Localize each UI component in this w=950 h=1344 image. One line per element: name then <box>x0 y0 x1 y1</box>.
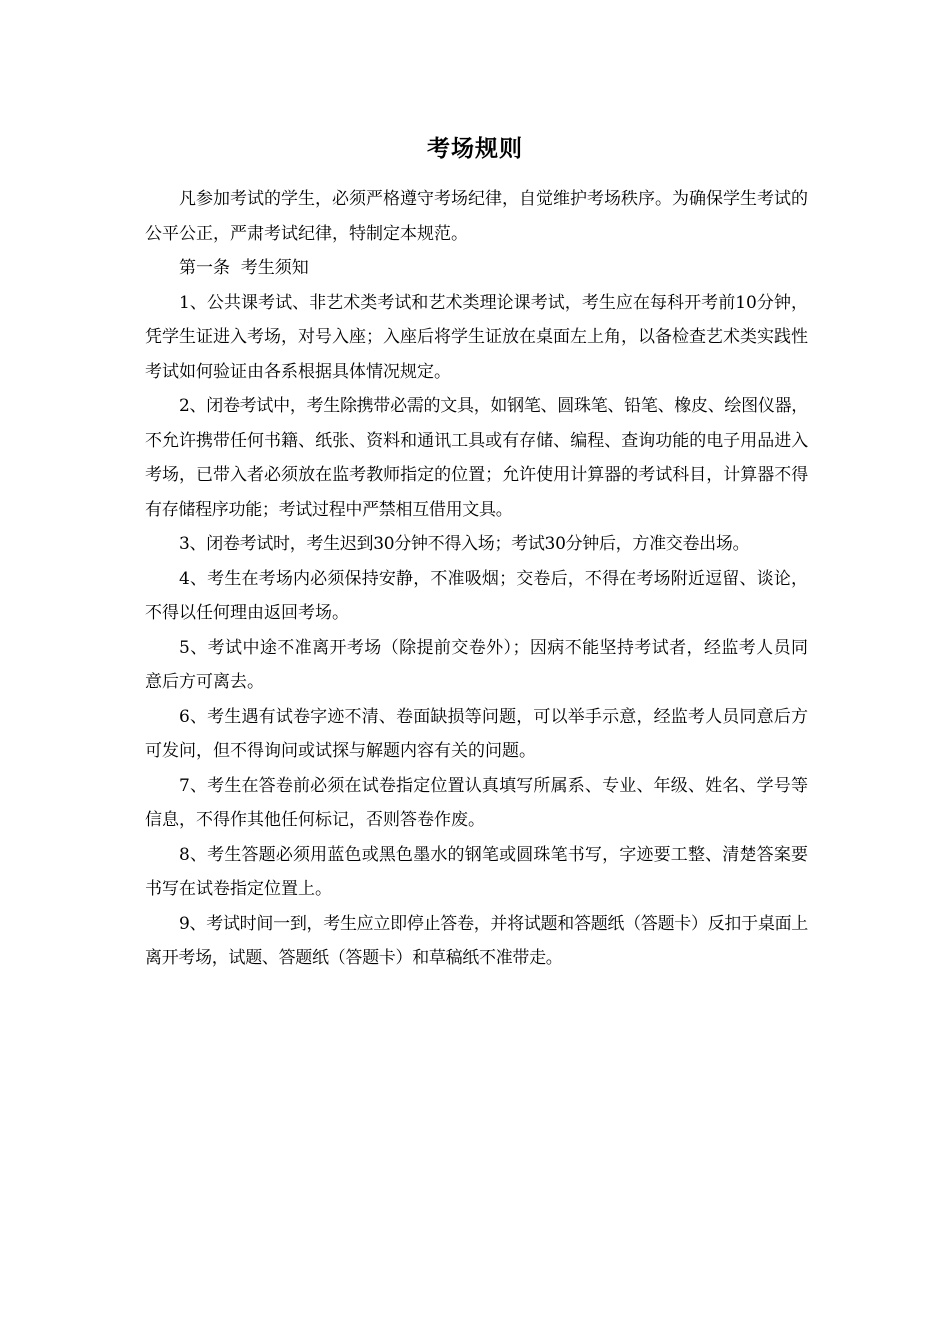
document-title: 考场规则 <box>427 136 523 162</box>
document-body <box>145 182 808 976</box>
rule-paragraph-2: 2、闭卷考试中，考生除携带必需的文具，如钢笔、圆珠笔、铅笔、橡皮、绘图仪器，不允许携带任何书籍、纸张、资料和通讯工具或有存储、编程、查询功能的电子用品进入考场，已带入者必须放在监考教师指定的位置；允许使用计算器的考试科目，计算器不得有存储程序功能；考试过程中严禁相互借用文具。 <box>145 396 808 520</box>
rule-paragraph-8: 8、考生答题必须用蓝色或黑色墨水的钢笔或圆珠笔书写，字迹要工整、清楚答案要书写在试卷指定位置上。 <box>145 844 808 899</box>
rule-paragraph-9: 9、考试时间一到，考生应立即停止答卷，并将试题和答题纸（答题卡）反扣于桌面上离开考场，试题、答题纸（答题卡）和草稿纸不准带走。 <box>145 913 808 968</box>
rule-paragraph-5: 5、考试中途不准离开考场（除提前交卷外）；因病不能坚持考试者，经监考人员同意后方可离去。 <box>145 637 808 692</box>
section-heading: 第一条 考生须知 <box>179 258 309 278</box>
rule-paragraph-3: 3、闭卷考试时，考生迟到30分钟不得入场；考试30分钟后，方准交卷出场。 <box>179 534 750 554</box>
intro-paragraph: 凡参加考试的学生，必须严格遵守考场纪律，自觉维护考场秩序。为确保学生考试的公平公正，严肃考试纪律，特制定本规范。 <box>145 189 808 244</box>
rule-paragraph-6: 6、考生遇有试卷字迹不清、卷面缺损等问题，可以举手示意，经监考人员同意后方可发问，但不得询问或试探与解题内容有关的问题。 <box>145 706 808 761</box>
rule-paragraph-4: 4、考生在考场内必须保持安静，不准吸烟；交卷后，不得在考场附近逗留、谈论，不得以任何理由返回考场。 <box>145 568 808 623</box>
rule-paragraph-1: 1、公共课考试、非艺术类考试和艺术类理论课考试，考生应在每科开考前10分钟，凭学生证进入考场，对号入座；入座后将学生证放在桌面左上角，以备检查艺术类实践性考试如何验证由各系根据具体情况规定。 <box>145 292 808 382</box>
rule-paragraph-7: 7、考生在答卷前必须在试卷指定位置认真填写所属系、专业、年级、姓名、学号等信息，不得作其他任何标记，否则答卷作废。 <box>145 775 808 830</box>
